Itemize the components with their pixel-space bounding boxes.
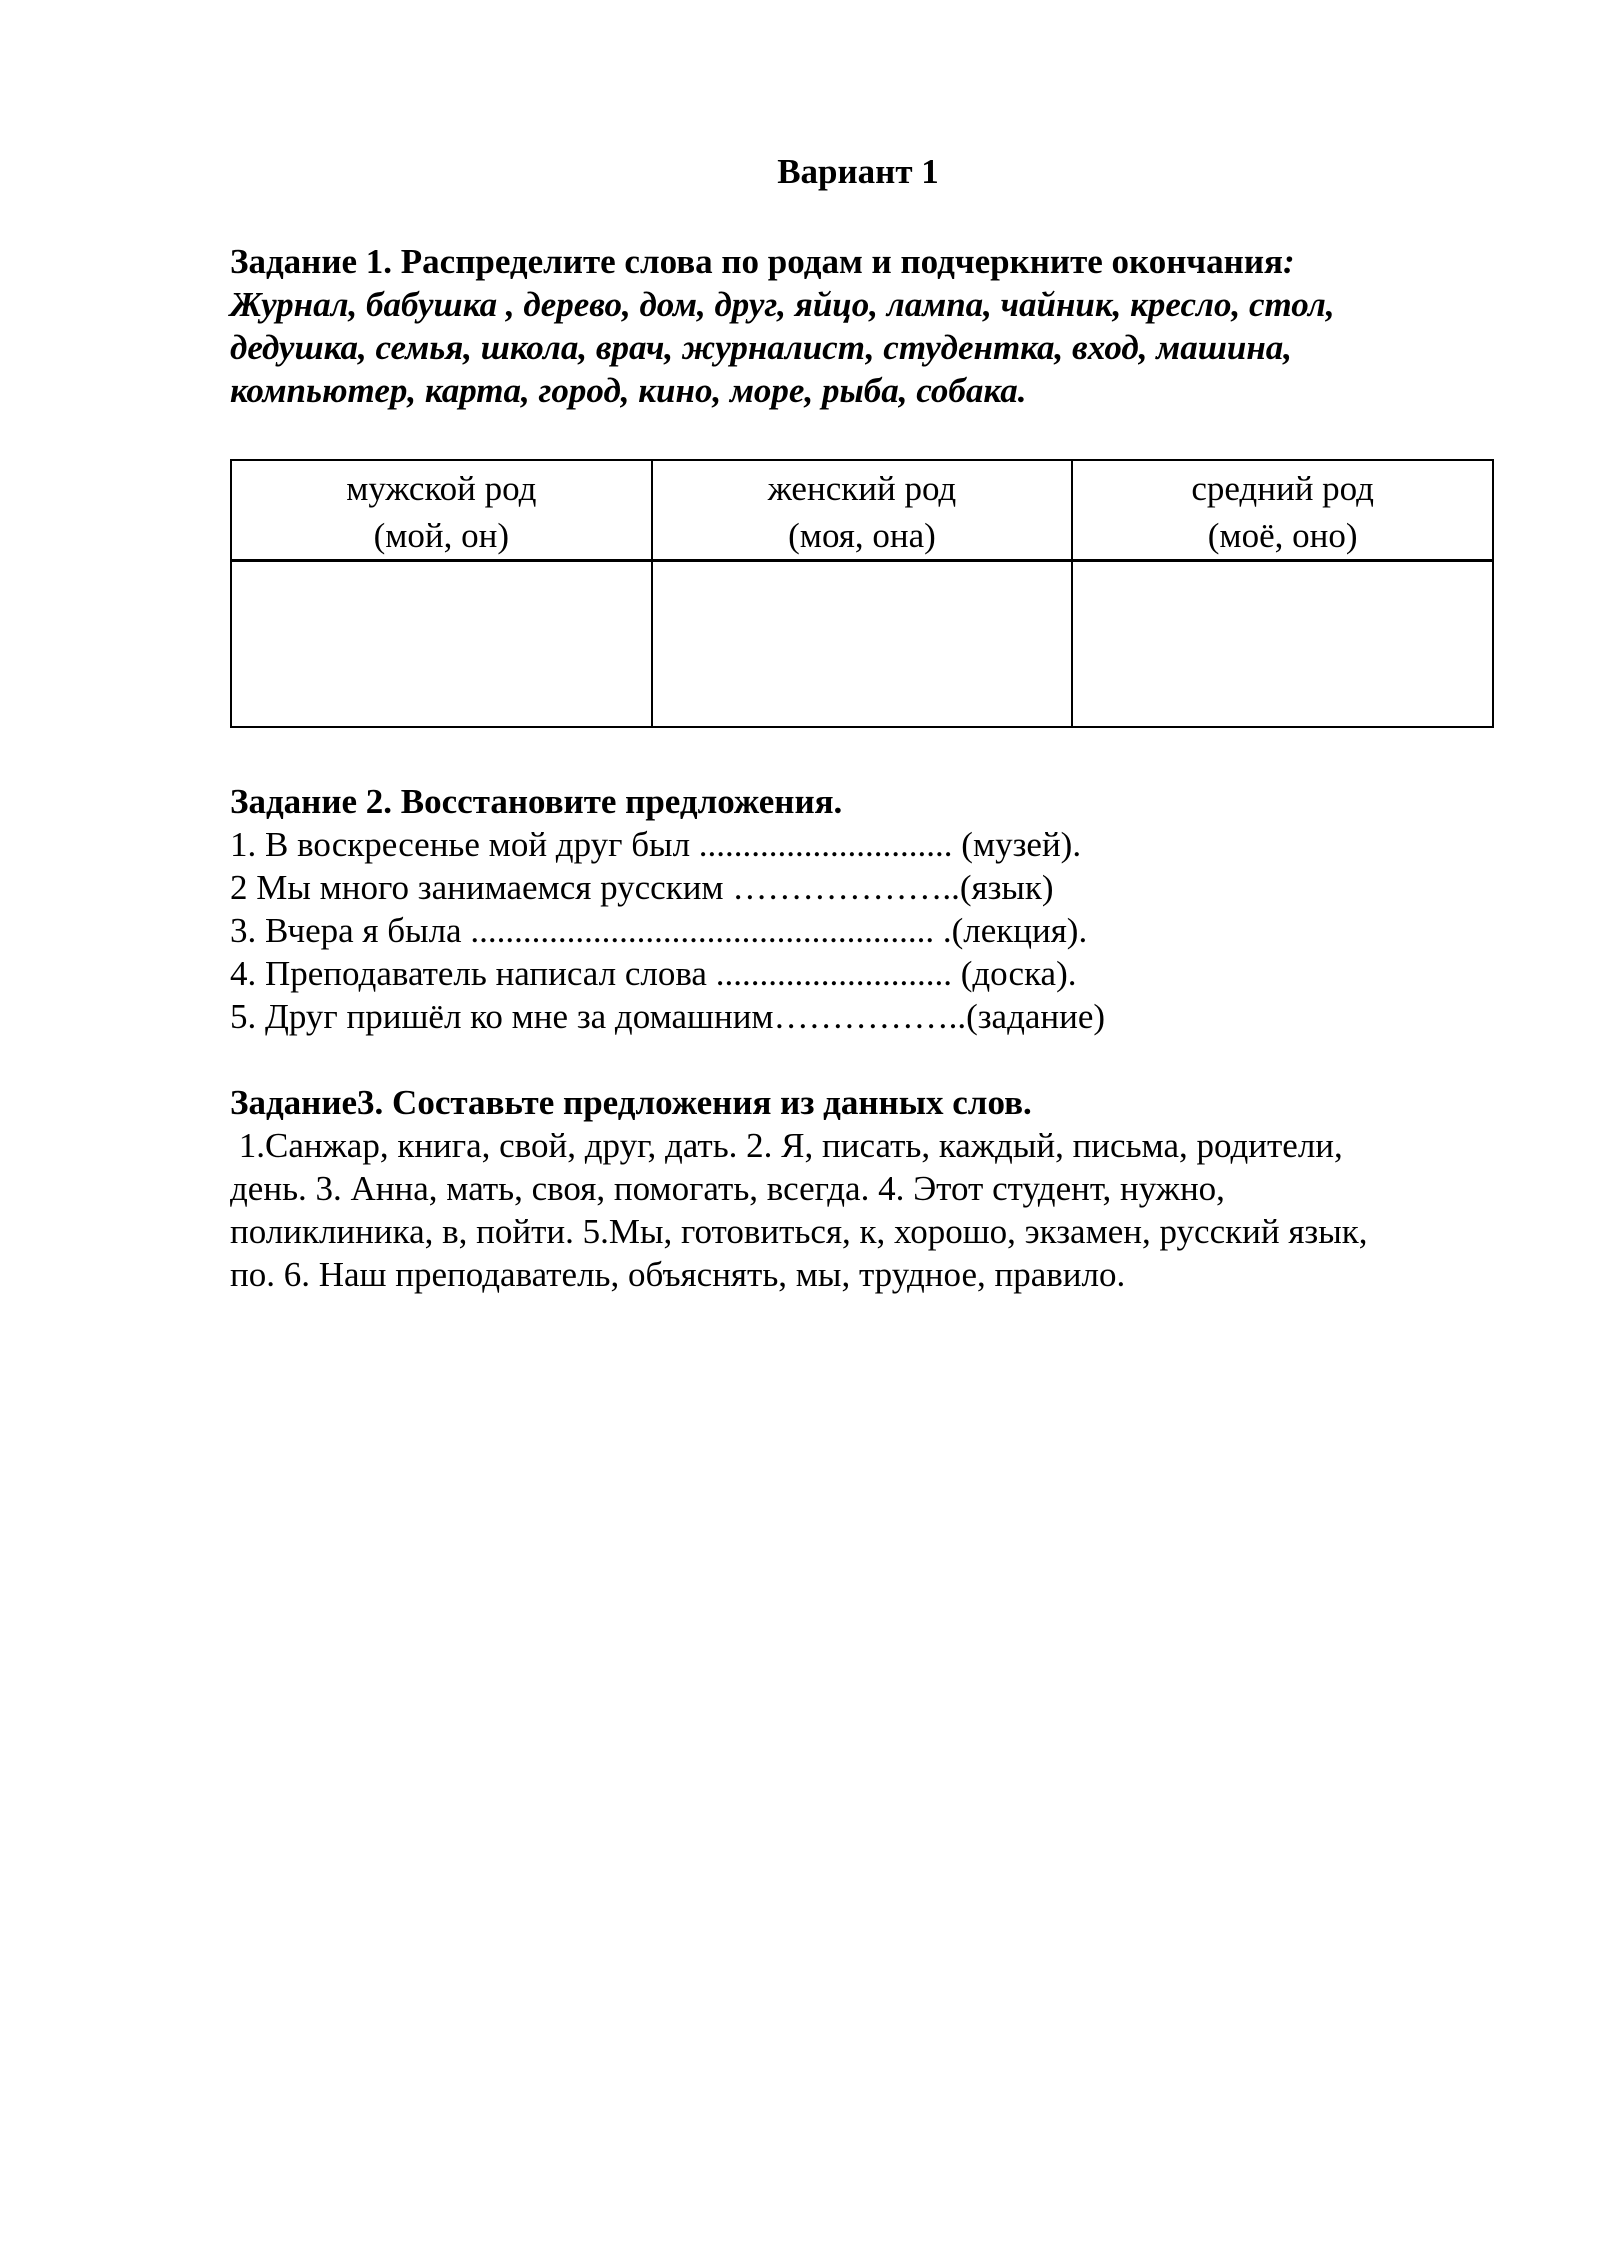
column-name: средний род <box>1191 469 1374 508</box>
task-3-heading: Задание3. Составьте предложения из данных слов. <box>230 1083 1032 1122</box>
masculine-answer-cell[interactable] <box>231 561 652 728</box>
task-3-line: день. 3. Анна, мать, своя, помогать, всегда. 4. Этот студент, нужно, <box>230 1169 1225 1208</box>
task-2 <box>230 780 1490 1038</box>
task-1 <box>230 240 1490 728</box>
column-name: мужской род <box>346 469 537 508</box>
task-3-line: 1.Санжар, книга, свой, друг, дать. 2. Я, писать, каждый, письма, родители, <box>230 1126 1343 1165</box>
task-2-heading: Задание 2. Восстановите предложения. <box>230 782 843 821</box>
feminine-column-header <box>652 460 1073 561</box>
neuter-column-header <box>1072 460 1493 561</box>
task-1-heading-colon: : <box>1282 242 1295 281</box>
variant-title: Вариант 1 <box>777 152 939 191</box>
task-1-heading-text: Задание 1. Распределите слова по родам и подчеркните окончания <box>230 242 1283 281</box>
task-3-line: по. 6. Наш преподаватель, объяснять, мы, трудное, правило. <box>230 1255 1126 1294</box>
column-pronouns: (моё, оно) <box>1207 516 1358 555</box>
neuter-answer-cell[interactable] <box>1072 561 1493 728</box>
gender-table <box>230 459 1494 728</box>
task-1-heading <box>230 240 1490 283</box>
word-list-line: Журнал, бабушка , дерево, дом, друг, яйцо, лампа, чайник, кресло, стол, <box>230 285 1335 324</box>
word-list-line: компьютер, карта, город, кино, море, рыба, собака. <box>230 371 1027 410</box>
feminine-answer-cell[interactable] <box>652 561 1073 728</box>
task-2-sentence: 2 Мы много занимаемся русским ………………..(язык) <box>230 868 1054 907</box>
column-name: женский род <box>767 469 957 508</box>
word-list-line: дедушка, семья, школа, врач, журналист, студентка, вход, машина, <box>230 328 1292 367</box>
task-2-sentence: 4. Преподаватель написал слова ........................... (доска). <box>230 954 1077 993</box>
task-2-sentence: 1. В воскресенье мой друг был ............................. (музей). <box>230 825 1082 864</box>
task-3-line: поликлиника, в, пойти. 5.Мы, готовиться, к, хорошо, экзамен, русский язык, <box>230 1212 1368 1251</box>
task-2-sentence: 5. Друг пришёл ко мне за домашним……………..(задание) <box>230 997 1106 1036</box>
document-body <box>230 240 1490 1296</box>
column-pronouns: (моя, она) <box>788 516 936 555</box>
task-3 <box>230 1081 1490 1296</box>
task-3-word-groups <box>230 1124 1490 1296</box>
masculine-column-header <box>231 460 652 561</box>
column-pronouns: (мой, он) <box>373 516 510 555</box>
gender-table-header-row <box>231 460 1493 561</box>
gender-table-answer-row <box>231 561 1493 728</box>
task-2-sentence: 3. Вчера я была ..................................................... .(лекция). <box>230 911 1088 950</box>
task-1-word-list <box>230 283 1490 412</box>
